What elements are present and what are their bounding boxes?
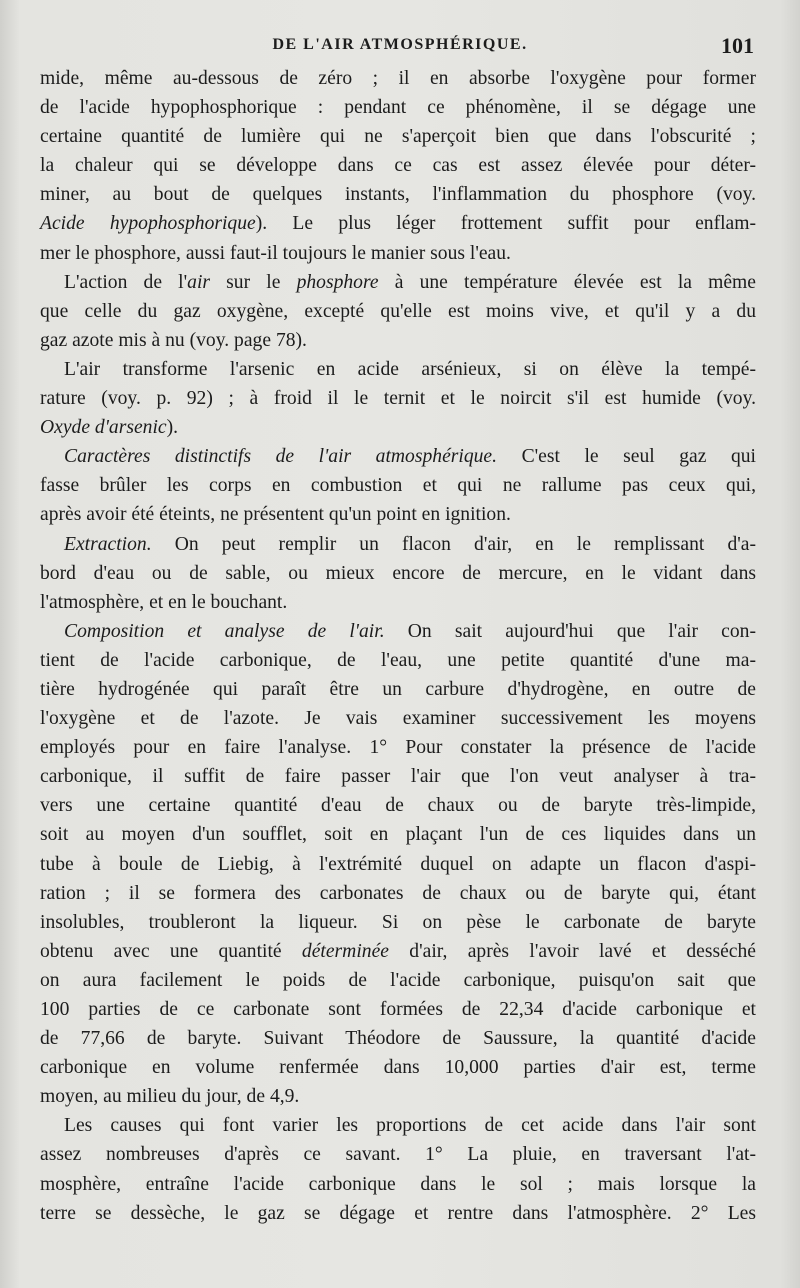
text-span: On sait aujourd'hui que l'air con- bbox=[384, 620, 756, 642]
text-span: L'action de l' bbox=[64, 271, 188, 293]
text-span: d'air, après l'avoir lavé et desséché bbox=[388, 940, 756, 962]
text-line: on aura facilement le poids de l'acide carbonique, puisqu'on sait que bbox=[40, 969, 756, 991]
text-line: mosphère, entraîne l'acide carbonique dans le sol ; mais lorsque la bbox=[40, 1173, 756, 1195]
text-line: certaine quantité de lumière qui ne s'aperçoit bien que dans l'obscurité ; bbox=[40, 126, 756, 148]
running-title: DE L'AIR ATMOSPHÉRIQUE. bbox=[272, 36, 528, 53]
text-line bbox=[40, 617, 756, 646]
text-line: gaz azote mis à nu (voy. page 78). bbox=[40, 329, 307, 351]
text-span: ). Le plus léger frottement suffit pour enflam- bbox=[255, 213, 756, 235]
text-line: fasse brûler les corps en combustion et qui ne rallume pas ceux qui, bbox=[40, 475, 756, 497]
italic-span: air bbox=[187, 271, 211, 293]
text-span: C'est le seul gaz qui bbox=[497, 446, 756, 468]
italic-span: déterminée bbox=[301, 940, 389, 962]
text-line bbox=[40, 268, 756, 297]
text-line bbox=[40, 413, 756, 442]
text-line: après avoir été éteints, ne présentent qu'un point en ignition. bbox=[40, 504, 511, 526]
text-line: L'air transforme l'arsenic en acide arsénieux, si on élève la tempé- bbox=[64, 358, 756, 380]
text-line: de 77,66 de baryte. Suivant Théodore de Saussure, la quantité d'acide bbox=[40, 1028, 756, 1050]
text-line: tient de l'acide carbonique, de l'eau, une petite quantité d'une ma- bbox=[40, 649, 756, 671]
text-line: 100 parties de ce carbonate sont formées de 22,34 d'acide carbonique et bbox=[40, 999, 756, 1020]
text-line bbox=[40, 530, 756, 559]
text-line: la chaleur qui se développe dans ce cas est assez élevée pour déter- bbox=[40, 155, 756, 177]
body-text bbox=[40, 64, 756, 1228]
text-line: de l'acide hypophosphorique : pendant ce phénomène, il se dégage une bbox=[40, 97, 756, 119]
italic-span: Oxyde d'arsenic bbox=[40, 417, 167, 439]
text-line: tière hydrogénée qui paraît être un carbure d'hydrogène, en outre de bbox=[40, 678, 756, 700]
text-line: assez nombreuses d'après ce savant. 1° La pluie, en traversant l'at- bbox=[40, 1144, 756, 1166]
text-span: à une température élevée est la même bbox=[378, 271, 756, 293]
page-number: 101 bbox=[721, 33, 754, 58]
text-line bbox=[40, 442, 756, 471]
italic-span: Extraction. bbox=[64, 533, 152, 555]
text-line: miner, au bout de quelques instants, l'inflammation du phosphore (voy. bbox=[40, 184, 756, 206]
text-line: l'oxygène et de l'azote. Je vais examiner successivement les moyens bbox=[40, 708, 756, 730]
text-span: On peut remplir un flacon d'air, en le remplissant d'a- bbox=[151, 533, 756, 555]
text-span: ). bbox=[166, 417, 179, 439]
text-span: obtenu avec une quantité bbox=[40, 940, 302, 962]
text-line: vers une certaine quantité d'eau de chaux ou de baryte très-limpide, bbox=[40, 795, 756, 817]
text-line: l'atmosphère, et en le bouchant. bbox=[40, 591, 288, 613]
italic-span: Caractères distinctifs de l'air atmosphérique. bbox=[64, 446, 498, 468]
text-line: carbonique en volume renfermée dans 10,000 parties d'air est, terme bbox=[40, 1057, 756, 1079]
text-line: terre se dessèche, le gaz se dégage et rentre dans l'atmosphère. 2° Les bbox=[40, 1202, 756, 1224]
italic-span: phosphore bbox=[296, 271, 379, 293]
text-line: moyen, au milieu du jour, de 4,9. bbox=[40, 1086, 300, 1108]
text-line bbox=[40, 209, 756, 238]
text-line: tube à boule de Liebig, à l'extrémité duquel on adapte un flacon d'aspi- bbox=[40, 853, 756, 875]
text-line bbox=[40, 937, 756, 966]
text-line: insolubles, troubleront la liqueur. Si on pèse le carbonate de baryte bbox=[40, 911, 756, 933]
text-line: carbonique, il suffit de faire passer l'air que l'on veut analyser à tra- bbox=[40, 766, 756, 788]
text-line: Les causes qui font varier les proportions de cet acide dans l'air sont bbox=[64, 1115, 756, 1137]
italic-span: Acide hypophosphorique bbox=[40, 213, 256, 235]
page-header bbox=[40, 33, 760, 60]
text-line: employés pour en faire l'analyse. 1° Pour constater la présence de l'acide bbox=[40, 737, 756, 759]
text-line: rature (voy. p. 92) ; à froid il le ternit et le noircit s'il est humide (voy. bbox=[40, 388, 756, 410]
text-line: soit au moyen d'un soufflet, soit en plaçant l'un de ces liquides dans un bbox=[40, 824, 756, 846]
text-span: sur le bbox=[210, 271, 297, 293]
text-line: mide, même au-dessous de zéro ; il en absorbe l'oxygène pour former bbox=[40, 68, 756, 89]
text-line: ration ; il se formera des carbonates de chaux ou de baryte qui, étant bbox=[40, 882, 756, 904]
text-line: bord d'eau ou de sable, ou mieux encore de mercure, en le vidant dans bbox=[40, 562, 756, 584]
italic-span: Composition et analyse de l'air. bbox=[64, 620, 385, 642]
text-line: que celle du gaz oxygène, excepté qu'elle est moins vive, et qu'il y a du bbox=[40, 300, 756, 322]
text-line: mer le phosphore, aussi faut-il toujours le manier sous l'eau. bbox=[40, 242, 511, 264]
